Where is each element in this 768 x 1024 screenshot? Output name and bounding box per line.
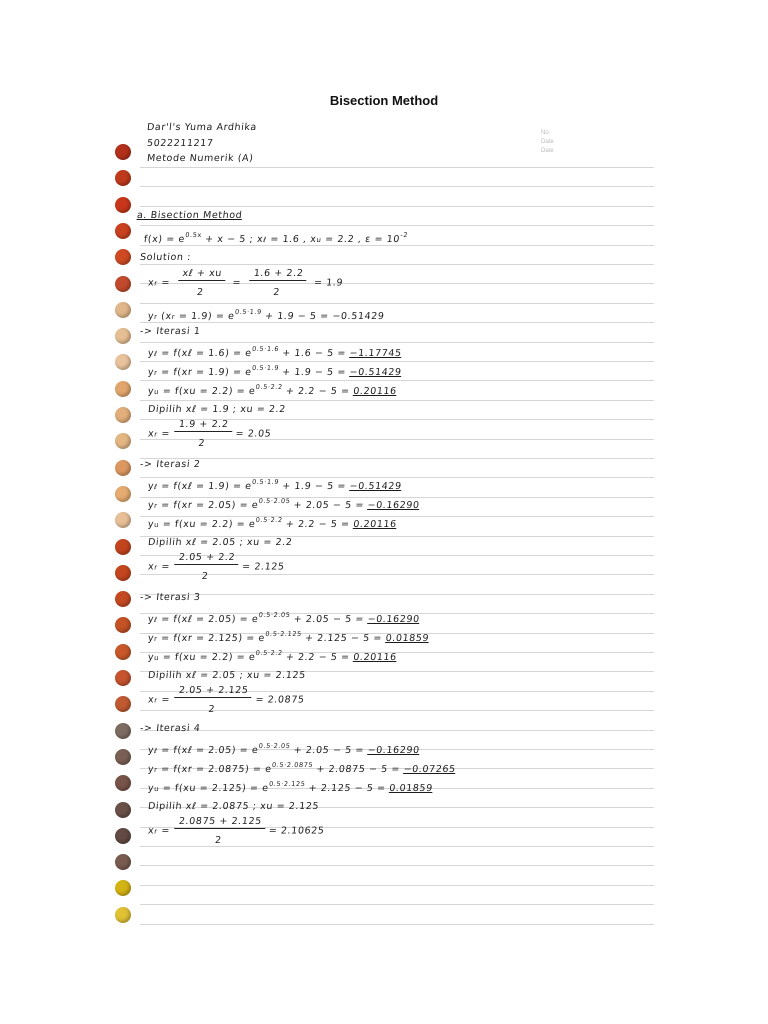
course-name: Metode Numerik (A) xyxy=(146,153,255,164)
exponent: 0.5·2.05 xyxy=(258,497,291,505)
binder-hole xyxy=(115,644,131,660)
y-symbol: y xyxy=(147,633,155,644)
function-call: = f(xu = 2.2) = e xyxy=(162,652,256,663)
binder-hole xyxy=(115,249,131,265)
y-symbol: y xyxy=(147,614,155,625)
iteration-heading: -> Iterasi 3 xyxy=(139,592,201,603)
function-call: = f(xu = 2.125) = e xyxy=(162,783,270,794)
xr-result: = 1.9 xyxy=(313,277,344,289)
date-box xyxy=(541,129,554,156)
equals-sign: = xyxy=(160,561,171,573)
function-eval-line xyxy=(147,761,456,775)
y-subscript: u xyxy=(153,785,160,793)
binder-hole xyxy=(115,486,131,502)
xr-result: = 2.125 xyxy=(241,561,286,573)
binder-hole xyxy=(115,302,131,318)
ruled-line xyxy=(140,594,654,595)
binder-hole xyxy=(115,854,131,870)
problem-statement xyxy=(143,231,408,245)
function-rest: + 2.05 − 5 = xyxy=(293,745,369,756)
ruled-line xyxy=(140,322,654,323)
y-subscript: ℓ xyxy=(153,350,158,358)
new-xr xyxy=(146,552,286,582)
function-value: −0.16290 xyxy=(367,614,421,625)
fraction xyxy=(172,816,266,846)
xr-subscript: r xyxy=(153,430,159,439)
y-symbol: y xyxy=(147,481,155,492)
function-call: = f(xr = 2.05) = e xyxy=(160,500,259,511)
yr-body-2: = 1.9) = e xyxy=(178,311,236,322)
function-value: −1.17745 xyxy=(348,348,403,359)
xr-symbol: x xyxy=(147,561,155,573)
function-value: −0.51429 xyxy=(348,481,403,492)
function-rest: + 2.05 − 5 = xyxy=(293,614,369,625)
binder-hole xyxy=(115,617,131,633)
function-call: = f(xℓ = 1.6) = e xyxy=(160,348,253,359)
student-name: Dar'l's Yuma Ardhika xyxy=(146,122,258,133)
binder-hole xyxy=(115,170,131,186)
ruled-line xyxy=(140,186,654,187)
y-symbol: y xyxy=(147,745,155,756)
solution-label: Solution : xyxy=(139,252,192,263)
ruled-line xyxy=(140,400,654,401)
fraction-denominator: 2 xyxy=(214,835,223,846)
binder-hole xyxy=(115,880,131,896)
exponent: 0.5·2.2 xyxy=(255,649,284,657)
ruled-line xyxy=(140,380,654,381)
equals-sign: = xyxy=(160,825,171,837)
function-call: = f(xℓ = 1.9) = e xyxy=(160,481,253,492)
xr-subscript: r xyxy=(153,696,159,705)
function-eval-line xyxy=(147,364,402,378)
function-value: −0.51429 xyxy=(348,367,403,378)
y-symbol: y xyxy=(147,386,155,397)
y-subscript: u xyxy=(153,521,160,529)
binder-hole xyxy=(115,802,131,818)
binder-hole xyxy=(115,328,131,344)
y-subscript: ℓ xyxy=(153,747,158,755)
ruled-line xyxy=(140,846,654,847)
binder-hole xyxy=(115,670,131,686)
equals-sign: = xyxy=(160,428,171,440)
xr-result: = 2.10625 xyxy=(268,825,325,837)
initial-xr xyxy=(146,268,344,298)
function-call: = f(xℓ = 2.05) = e xyxy=(160,614,259,625)
y-symbol: y xyxy=(147,783,155,794)
ruled-line xyxy=(140,924,654,925)
fraction-denominator: 2 xyxy=(201,571,209,582)
binder-hole xyxy=(115,775,131,791)
ruled-line xyxy=(140,264,654,265)
function-eval-line xyxy=(147,611,420,625)
function-rest: + x − 5 ; x xyxy=(204,234,264,245)
chosen-interval: Dipilih xℓ = 2.0875 ; xu = 2.125 xyxy=(147,801,320,812)
function-exponent: 0.5x xyxy=(184,231,203,239)
function-value: 0.20116 xyxy=(352,652,398,663)
function-value: 0.01859 xyxy=(384,633,430,644)
y-symbol: y xyxy=(147,367,155,378)
ruled-line xyxy=(140,167,654,168)
fraction xyxy=(172,419,233,449)
new-xr xyxy=(146,816,326,846)
xr-subscript: r xyxy=(153,827,159,836)
binder-hole xyxy=(115,539,131,555)
fraction-denominator: 2 xyxy=(196,287,205,298)
exponent: 0.5·2.0875 xyxy=(271,761,314,769)
fraction-numerator: 1.9 + 2.2 xyxy=(174,419,233,432)
ruled-line xyxy=(140,865,654,866)
new-xr xyxy=(146,419,272,449)
xl-subscript: ℓ xyxy=(262,236,268,244)
function-eval-line xyxy=(147,516,397,530)
xu-value: = 2.2 , ε = 10 xyxy=(324,234,401,245)
function-value: 0.01859 xyxy=(388,783,434,794)
fraction xyxy=(176,268,227,298)
y-symbol: y xyxy=(147,348,155,359)
function-call: = f(xu = 2.2) = e xyxy=(162,386,256,397)
fraction-numerator: 2.05 + 2.2 xyxy=(174,552,240,565)
page-title: Bisection Method xyxy=(329,93,439,108)
function-rest: + 2.125 − 5 = xyxy=(304,633,387,644)
equals-sign: = xyxy=(231,277,242,289)
function-rest: + 1.6 − 5 = xyxy=(281,348,351,359)
initial-yr xyxy=(147,308,385,322)
binder-hole xyxy=(115,223,131,239)
iteration-heading: -> Iterasi 2 xyxy=(139,459,201,470)
fraction xyxy=(172,552,239,582)
fraction-numerator: 2.0875 + 2.125 xyxy=(174,816,266,829)
y-subscript: r xyxy=(153,766,158,774)
fraction-numerator: 1.6 + 2.2 xyxy=(249,268,308,281)
fraction-denominator: 2 xyxy=(272,287,281,298)
function-eval-line xyxy=(147,497,420,511)
chosen-interval: Dipilih xℓ = 2.05 ; xu = 2.125 xyxy=(147,670,307,681)
fraction-numerator: 2.05 + 2.125 xyxy=(174,685,253,698)
date-label: No. xyxy=(541,130,551,136)
yr-exponent: 0.5·1.9 xyxy=(234,308,263,316)
binder-hole xyxy=(115,144,131,160)
function-rest: + 1.9 − 5 = xyxy=(281,481,351,492)
function-rest: + 2.0875 − 5 = xyxy=(315,764,405,775)
exponent: 0.5·1.9 xyxy=(251,364,280,372)
new-xr xyxy=(146,685,306,715)
section-heading xyxy=(136,210,242,221)
ruled-line xyxy=(140,885,654,886)
y-subscript: ℓ xyxy=(153,483,158,491)
ruled-line xyxy=(140,730,654,731)
function-call: = f(xr = 2.125) = e xyxy=(160,633,266,644)
binder-hole xyxy=(115,512,131,528)
xr-symbol: x xyxy=(147,825,155,837)
binder-hole xyxy=(115,407,131,423)
y-subscript: u xyxy=(153,654,160,662)
function-rest: + 2.2 − 5 = xyxy=(285,386,354,397)
y-symbol: y xyxy=(147,500,155,511)
y-subscript: r xyxy=(153,502,158,510)
exponent: 0.5·2.125 xyxy=(268,780,306,788)
iteration-heading: -> Iterasi 1 xyxy=(139,326,201,337)
y-symbol: y xyxy=(147,519,155,530)
function-eval-line xyxy=(147,780,433,794)
ruled-line xyxy=(140,361,654,362)
y-symbol: y xyxy=(147,652,155,663)
function-rest: + 2.05 − 5 = xyxy=(292,500,369,511)
fraction-denominator: 2 xyxy=(207,704,216,715)
epsilon-exponent: -2 xyxy=(400,231,409,239)
section-heading-text: a. Bisection Method xyxy=(136,210,243,221)
function-eval-line xyxy=(147,383,397,397)
binder-hole xyxy=(115,354,131,370)
ruled-line xyxy=(140,303,654,304)
exponent: 0.5·2.05 xyxy=(258,742,291,750)
iteration-heading: -> Iterasi 4 xyxy=(139,723,201,734)
binder-hole xyxy=(115,723,131,739)
exponent: 0.5·1.9 xyxy=(251,478,280,486)
xr-subscript: r xyxy=(171,313,176,321)
function-call: = f(xr = 1.9) = e xyxy=(160,367,253,378)
binder-hole xyxy=(115,381,131,397)
function-rest: + 2.125 − 5 = xyxy=(308,783,390,794)
function-rest: + 1.9 − 5 = xyxy=(281,367,351,378)
y-subscript: r xyxy=(153,369,158,377)
fraction xyxy=(172,685,253,715)
student-id: 5022211217 xyxy=(146,138,215,149)
xr-result: = 2.0875 xyxy=(254,694,306,706)
binder-hole xyxy=(115,565,131,581)
ruled-line xyxy=(140,225,654,226)
chosen-interval: Dipilih xℓ = 1.9 ; xu = 2.2 xyxy=(147,404,287,415)
exponent: 0.5·2.2 xyxy=(255,516,284,524)
fraction-numerator: xℓ + xu xyxy=(178,268,227,281)
binder-hole xyxy=(115,197,131,213)
chosen-interval: Dipilih xℓ = 2.05 ; xu = 2.2 xyxy=(147,537,294,548)
yr-body: (x xyxy=(160,311,173,322)
xr-symbol: x xyxy=(147,428,155,440)
function-value: −0.07265 xyxy=(403,764,457,775)
function-call: = f(xu = 2.2) = e xyxy=(162,519,256,530)
exponent: 0.5·2.125 xyxy=(264,630,303,638)
y-subscript: r xyxy=(153,635,158,643)
exponent: 0.5·2.05 xyxy=(258,611,291,619)
binder-hole xyxy=(115,696,131,712)
function-call: = f(xℓ = 2.05) = e xyxy=(160,745,259,756)
xr-result: = 2.05 xyxy=(234,428,272,440)
binder-hole xyxy=(115,907,131,923)
binder-hole xyxy=(115,276,131,292)
xu-subscript: u xyxy=(316,236,322,244)
function-eval-line xyxy=(147,742,420,756)
function-call: = f(xr = 2.0875) = e xyxy=(160,764,273,775)
y-subscript: u xyxy=(153,388,160,396)
date-label: Date xyxy=(541,148,554,154)
equals-sign: = xyxy=(160,694,171,706)
function-value: 0.20116 xyxy=(352,386,398,397)
binder-hole xyxy=(115,749,131,765)
xr-symbol: x xyxy=(147,277,155,289)
function-eval-line xyxy=(147,345,402,359)
function-value: 0.20116 xyxy=(352,519,398,530)
notebook-page xyxy=(104,118,654,938)
binder-hole xyxy=(115,460,131,476)
binder-hole xyxy=(115,828,131,844)
exponent: 0.5·1.6 xyxy=(251,345,280,353)
binder-hole xyxy=(115,591,131,607)
fraction xyxy=(247,268,308,298)
function-rest: + 2.2 − 5 = xyxy=(285,652,354,663)
function-rest: + 2.2 − 5 = xyxy=(285,519,354,530)
exponent: 0.5·2.2 xyxy=(255,383,284,391)
xr-subscript: r xyxy=(153,279,159,288)
binder-hole xyxy=(115,433,131,449)
function-value: −0.16290 xyxy=(367,745,421,756)
function-eval-line xyxy=(147,649,397,663)
yr-subscript: r xyxy=(153,313,158,321)
function-label: f(x) = e xyxy=(143,234,186,245)
equals-sign: = xyxy=(160,277,171,289)
fraction-denominator: 2 xyxy=(197,438,206,449)
yr-rest: + 1.9 − 5 = −0.51429 xyxy=(264,311,386,322)
xr-subscript: r xyxy=(153,563,159,572)
function-eval-line xyxy=(147,630,430,644)
date-label: Date xyxy=(541,139,554,145)
xl-value: = 1.6 , x xyxy=(269,234,318,245)
xr-symbol: x xyxy=(147,694,155,706)
function-eval-line xyxy=(147,478,402,492)
function-value: −0.16290 xyxy=(366,500,421,511)
ruled-line xyxy=(140,206,654,207)
yr-symbol: y xyxy=(147,311,155,322)
ruled-line xyxy=(140,342,654,343)
y-subscript: ℓ xyxy=(153,616,158,624)
ruled-line xyxy=(140,904,654,905)
y-symbol: y xyxy=(147,764,155,775)
ruled-line xyxy=(140,458,654,459)
